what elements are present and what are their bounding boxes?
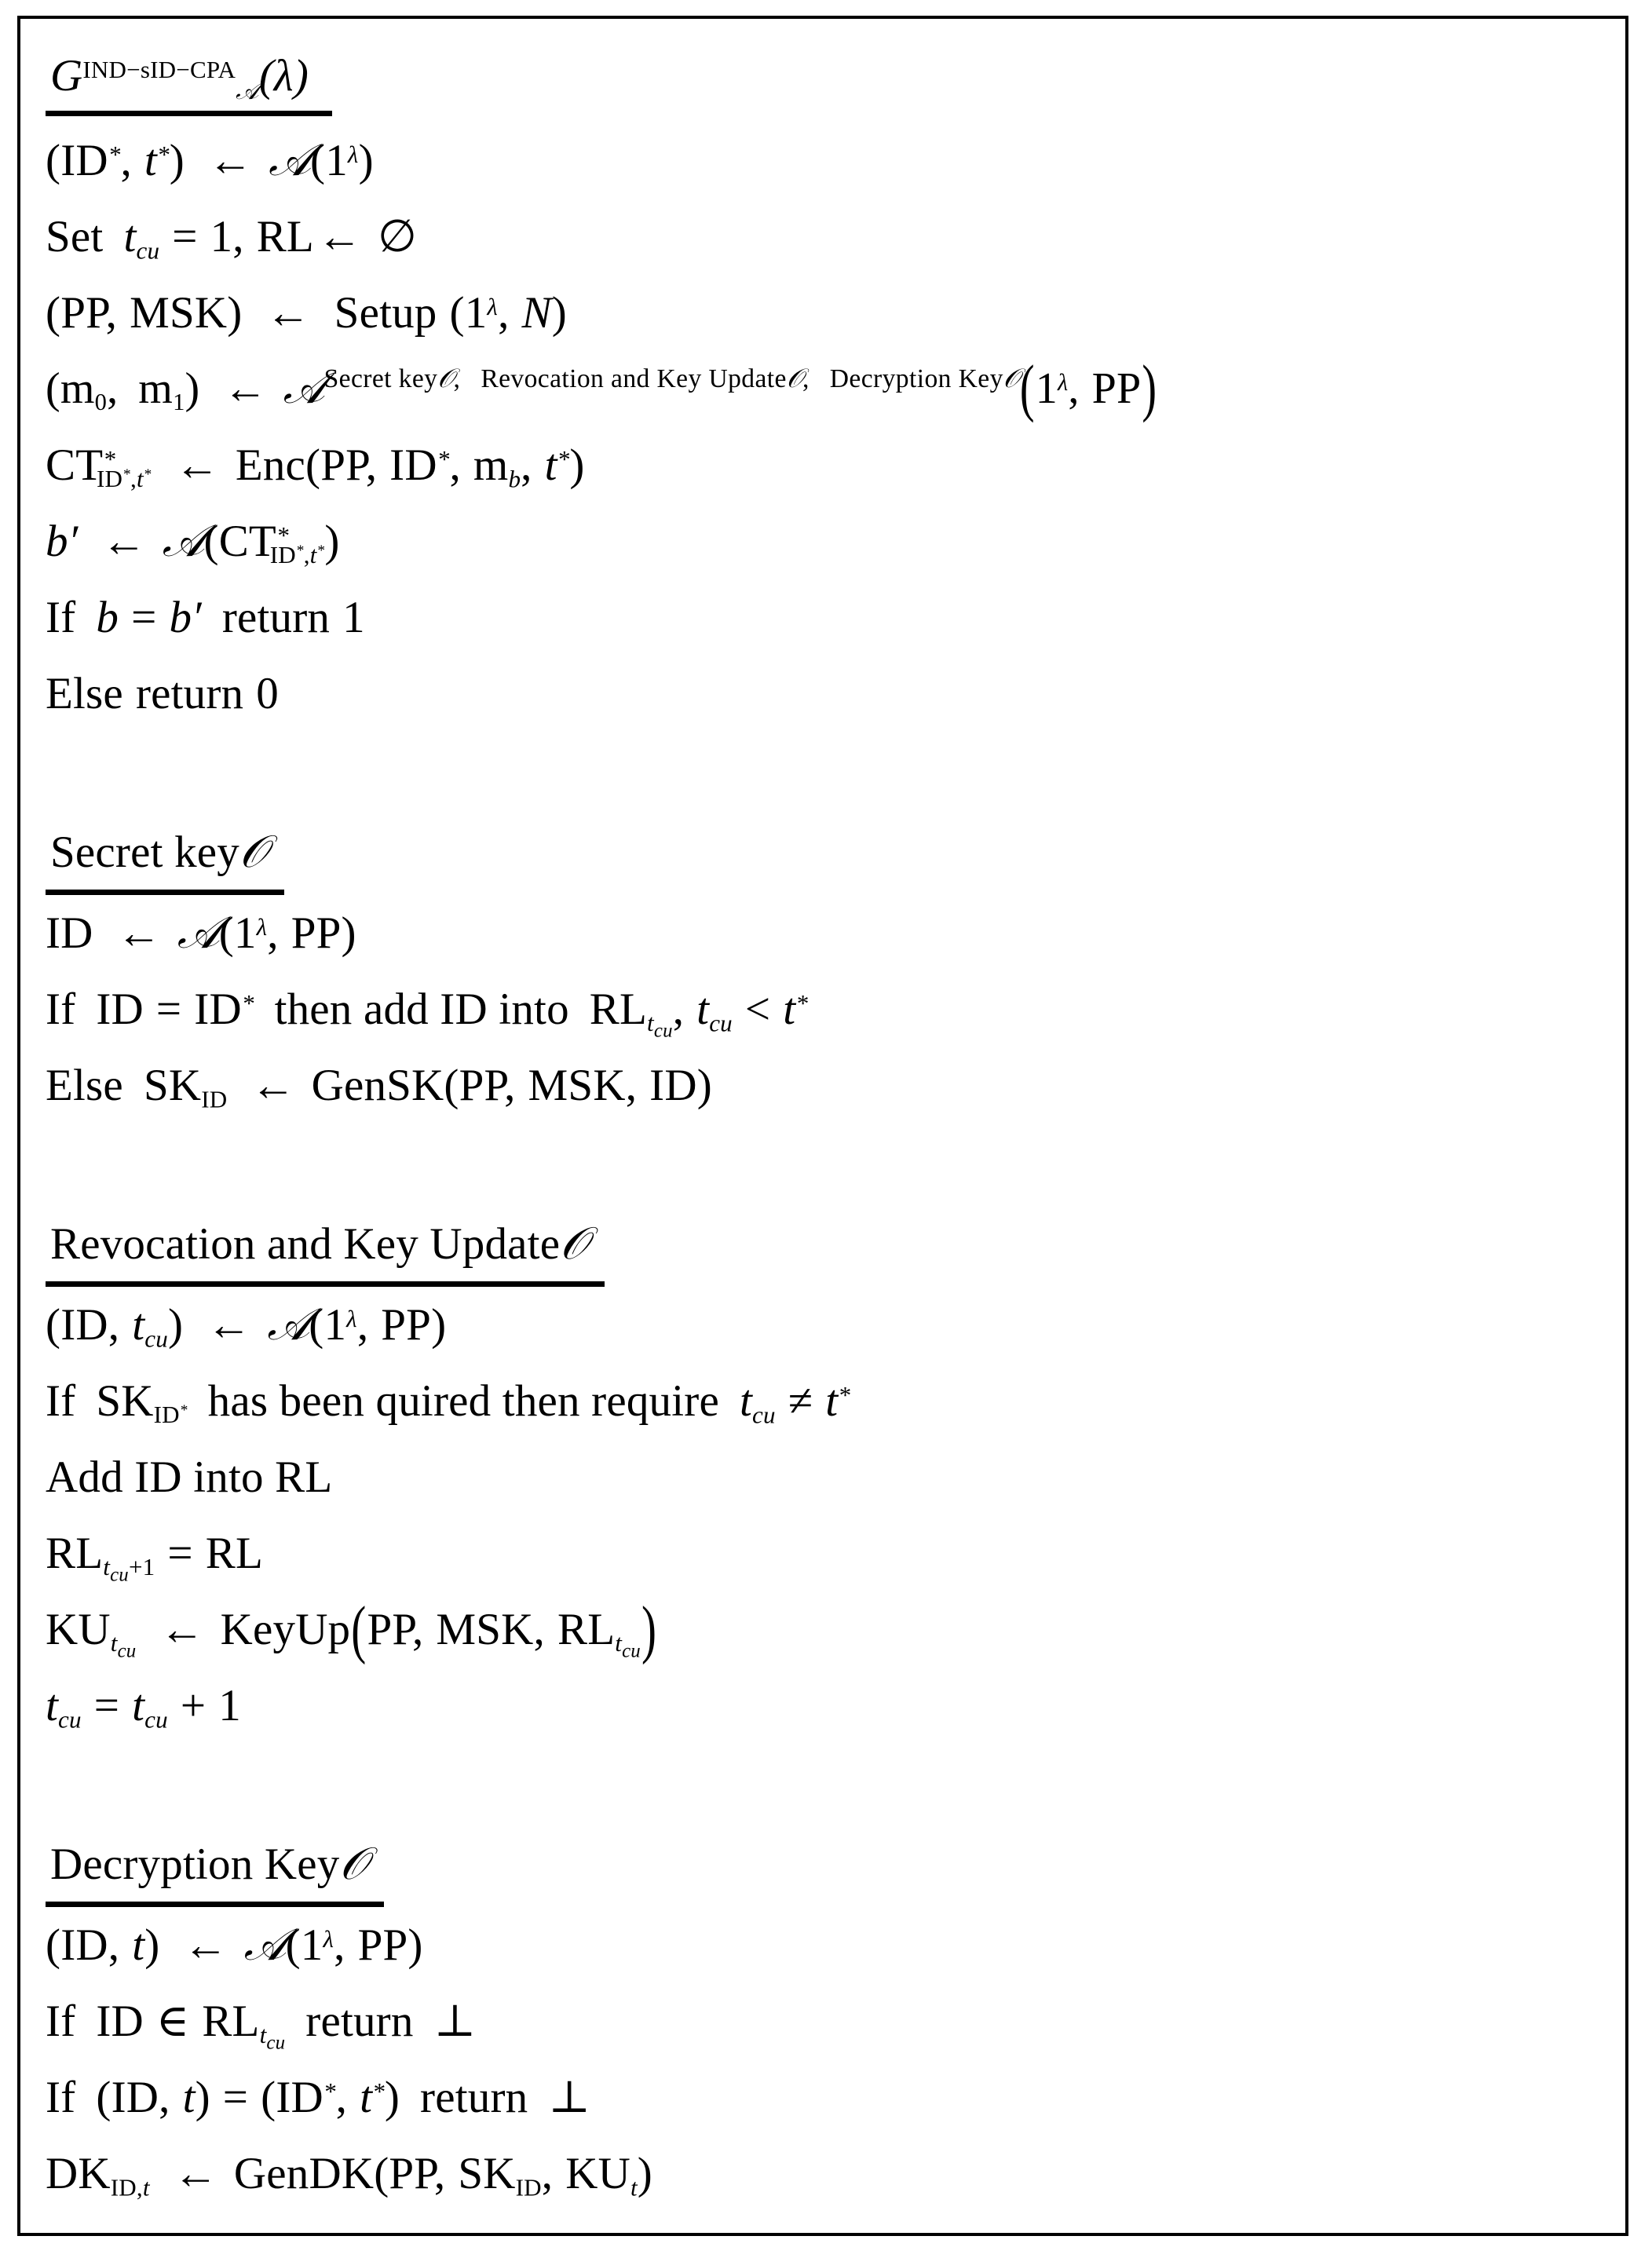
revocation-line-query — [46, 1287, 1617, 1363]
star-superscript: * — [437, 444, 450, 473]
RL-literal: RL — [205, 1529, 263, 1578]
PP-literal: PP — [320, 440, 366, 490]
PP-literal: PP — [1091, 364, 1142, 413]
PP-literal: PP — [291, 908, 342, 958]
tcu-subscript — [615, 1629, 641, 1662]
then-add-clause: then add ID into — [274, 985, 569, 1034]
lambda-superscript: λ — [346, 1304, 357, 1332]
cu-subscript: cu — [709, 1009, 733, 1037]
rparen: ) — [227, 288, 243, 338]
revocation-line-rl-next — [46, 1515, 1617, 1591]
revocation-line-add-id — [46, 1439, 1617, 1515]
rparen: ) — [431, 1300, 447, 1350]
ID-literal: ID — [649, 1061, 697, 1110]
m-literal: m — [473, 440, 509, 490]
revocation-oracle-heading — [46, 1210, 605, 1287]
RL-literal: RL — [46, 1529, 104, 1578]
id-t-subscript — [111, 2173, 150, 2201]
comma: , — [334, 1920, 345, 1970]
t-literal: t — [825, 1376, 839, 1426]
comma: , — [672, 985, 685, 1034]
lparen: ( — [46, 288, 61, 338]
less-than-sign: < — [744, 985, 771, 1034]
rparen: ) — [384, 2073, 400, 2122]
star-superscript: * — [143, 466, 152, 484]
cu-subscript: cu — [117, 1640, 137, 1662]
ID-subscript: ID — [515, 2173, 542, 2201]
ID-star-subscript — [154, 1401, 188, 1428]
CT-literal: CT — [46, 440, 104, 490]
rparen: ) — [185, 364, 200, 413]
t-literal: t — [132, 1300, 145, 1350]
PP-literal: PP — [459, 1061, 505, 1110]
comma: , — [267, 908, 279, 958]
enc-algorithm: Enc — [235, 440, 306, 490]
if-keyword: If — [46, 985, 76, 1034]
star-superscript: * — [276, 521, 289, 549]
RL-literal: RL — [589, 985, 648, 1034]
game-symbol-G: G — [50, 51, 83, 100]
t-literal: t — [182, 2073, 196, 2122]
t-literal: t — [132, 1681, 145, 1730]
ID-literal: ID — [269, 541, 296, 569]
lparen: ( — [309, 1300, 324, 1350]
rparen: ) — [358, 136, 374, 185]
decryption-key-line-query — [46, 1907, 1617, 1983]
game-line-adversary-oracles — [46, 351, 1617, 427]
ID-literal: ID — [111, 2073, 159, 2122]
b-literal: b — [169, 593, 192, 642]
lambda-superscript: λ — [323, 1924, 334, 1953]
decryption-key-line-gendk — [46, 2136, 1617, 2212]
comma: , — [105, 288, 118, 338]
cu-subscript: cu — [266, 2032, 286, 2054]
assign-arrow-icon: ← — [207, 136, 254, 185]
rparen-big: ) — [641, 1593, 657, 1666]
star-superscript: * — [295, 543, 304, 560]
game-subscript-adversary: 𝒜 — [236, 77, 259, 105]
decryption-key-oracle-heading-line — [46, 1822, 1617, 1907]
one-subscript: 1 — [173, 389, 185, 416]
revocation-oracle-label: Revocation and Key Update — [50, 1219, 561, 1269]
rparen: ) — [169, 136, 185, 185]
script-O-icon: 𝒪 — [560, 1219, 588, 1269]
element-of-sign: ∈ — [155, 1997, 190, 2046]
decryption-key-oracle-heading — [46, 1830, 384, 1907]
secret-key-line-query-id — [46, 895, 1617, 971]
rparen: ) — [637, 2149, 652, 2198]
rparen: ) — [324, 517, 340, 566]
secret-key-oracle-heading-line — [46, 810, 1617, 895]
script-A: 𝒜 — [177, 908, 219, 958]
comma: , — [1068, 364, 1080, 413]
comma: , — [120, 136, 132, 185]
game-line-set-tcu — [46, 199, 1617, 275]
decryption-key-line-if-challenge-pair — [46, 2059, 1617, 2136]
quired-clause: has been quired then require — [207, 1376, 719, 1426]
comma: , — [411, 1605, 424, 1654]
one-literal: 1 — [342, 593, 365, 642]
ID-literal: ID — [153, 1401, 180, 1429]
script-A: 𝒜 — [269, 136, 311, 185]
game-line-challenge-ciphertext — [46, 427, 1617, 503]
oracle-name-secret-key: Secret key — [323, 364, 438, 393]
m-literal: m — [60, 364, 95, 413]
cu-subscript: cu — [58, 1705, 82, 1734]
game-superscript: IND−sID−CPA — [82, 55, 236, 83]
comma: , — [625, 1061, 638, 1110]
RL-literal: RL — [557, 1605, 616, 1654]
comma: , — [504, 1061, 516, 1110]
equals-sign: = — [131, 593, 157, 642]
section-gap — [46, 1124, 1617, 1202]
rparen: ) — [551, 288, 567, 338]
assign-arrow-icon: ← — [116, 908, 162, 958]
ct-subscript-id-t — [97, 465, 152, 492]
comma: , — [303, 541, 310, 569]
lparen: ( — [449, 288, 465, 338]
ID-literal: ID — [60, 136, 108, 185]
equals-sign: = — [172, 212, 198, 261]
oracle-superscript-list — [324, 364, 1019, 393]
one-literal: 1 — [325, 136, 348, 185]
equals-sign: = — [93, 1681, 120, 1730]
comma: , — [453, 364, 461, 393]
star-superscript: * — [241, 988, 254, 1017]
PP-literal: PP — [389, 2149, 434, 2198]
cu-subscript: cu — [144, 1324, 168, 1353]
star-superscript: * — [557, 444, 570, 473]
plus-sign: + — [128, 1553, 143, 1581]
if-keyword: If — [46, 1997, 76, 2046]
return-keyword: return — [221, 593, 331, 642]
lambda-superscript: λ — [347, 140, 359, 168]
rparen: ) — [408, 1920, 423, 1970]
comma: , — [498, 288, 510, 338]
tcu-subscript — [259, 2021, 286, 2054]
revocation-oracle-heading-line — [46, 1202, 1617, 1287]
comma: , — [356, 1300, 369, 1350]
PP-literal: PP — [381, 1300, 432, 1350]
MSK-literal: MSK — [528, 1061, 626, 1110]
lparen-big: ( — [351, 1593, 367, 1666]
assign-arrow-icon: ← — [159, 1605, 205, 1654]
decryption-key-line-if-revoked — [46, 1983, 1617, 2059]
revocation-line-if-sk-quired — [46, 1363, 1617, 1439]
equals-sign: = — [222, 2073, 249, 2122]
N-literal: N — [521, 288, 552, 338]
revocation-line-increment-tcu — [46, 1668, 1617, 1744]
secret-key-line-else-gensk — [46, 1047, 1617, 1124]
ID-literal: ID — [389, 440, 437, 490]
figure-border-box — [17, 16, 1628, 2236]
lparen: ( — [46, 364, 60, 413]
t-literal: t — [46, 1681, 59, 1730]
assign-arrow-icon: ← — [265, 288, 311, 338]
t-literal: t — [615, 1629, 623, 1657]
if-keyword: If — [46, 593, 76, 642]
comma: , — [449, 440, 461, 490]
cu-subscript: cu — [144, 1705, 168, 1734]
t-literal: t — [142, 2173, 150, 2201]
oracle-name-decryption-key: Decryption Key — [829, 364, 1003, 393]
rparen: ) — [195, 2073, 210, 2122]
SK-literal: SK — [143, 1061, 202, 1110]
t-literal: t — [103, 1553, 111, 1581]
lparen: ( — [310, 136, 326, 185]
RL-literal: RL — [202, 1997, 260, 2046]
setup-algorithm: Setup — [334, 288, 437, 338]
comma: , — [802, 364, 810, 393]
t-literal: t — [110, 1629, 118, 1657]
comma: , — [130, 465, 137, 493]
return-keyword: return — [305, 1997, 414, 2046]
assign-arrow-icon: ← — [223, 364, 268, 413]
equals-sign: = — [167, 1529, 193, 1578]
SK-literal: SK — [96, 1376, 154, 1426]
lparen: ( — [285, 1920, 301, 1970]
ID-literal: ID — [96, 985, 144, 1034]
rparen: ) — [569, 440, 585, 490]
zero-subscript: 0 — [94, 389, 108, 416]
ID-literal: ID — [46, 908, 93, 958]
ID-literal: ID — [96, 1997, 144, 2046]
script-O-icon: 𝒪 — [1003, 364, 1019, 393]
prime-symbol: ′ — [192, 593, 202, 642]
rparen: ) — [144, 1920, 160, 1970]
secret-key-line-if-id-equals-target — [46, 971, 1617, 1047]
one-literal: 1 — [464, 288, 488, 338]
else-keyword: Else — [46, 1061, 123, 1110]
lambda-superscript: λ — [487, 292, 499, 320]
ID-literal: ID — [276, 2073, 323, 2122]
oracle-name-revocation-key-update: Revocation and Key Update — [481, 364, 787, 393]
prime-symbol: ′ — [68, 517, 79, 566]
t-literal: t — [123, 212, 137, 261]
script-O-icon: 𝒪 — [437, 364, 454, 393]
game-line-else-return-zero — [46, 656, 1617, 732]
KU-literal: KU — [565, 2149, 630, 2198]
game-title-line — [46, 30, 1617, 122]
zero-literal: 0 — [256, 669, 279, 718]
comma: , — [521, 440, 532, 490]
game-argument: (λ) — [258, 51, 309, 100]
comma: , — [159, 2073, 170, 2122]
secret-key-oracle-heading — [46, 818, 284, 895]
tcu-plus-one-subscript — [103, 1553, 155, 1586]
return-keyword: return — [135, 669, 244, 718]
t-subscript: t — [630, 2173, 638, 2201]
if-keyword: If — [46, 1376, 76, 1426]
lambda-superscript: λ — [1057, 369, 1069, 396]
ID-literal: ID — [60, 1300, 108, 1350]
ID-literal: ID — [96, 465, 123, 493]
star-superscript: * — [156, 140, 170, 168]
tcu-subscript — [647, 1009, 673, 1042]
script-O-icon: 𝒪 — [339, 1840, 367, 1889]
bottom-symbol: ⊥ — [548, 2073, 591, 2122]
PP-literal: PP — [357, 1920, 408, 1970]
comma: , — [107, 364, 119, 413]
star-superscript: * — [316, 543, 325, 560]
revocation-line-keyup — [46, 1591, 1617, 1668]
plus-sign: + — [180, 1681, 206, 1730]
star-superscript: * — [122, 466, 130, 484]
game-line-if-b-equals-bprime — [46, 579, 1617, 656]
assign-arrow-icon: ← — [101, 517, 147, 566]
equals-sign: = — [155, 985, 182, 1034]
rparen: ) — [341, 908, 356, 958]
assign-arrow-icon: ← — [174, 440, 220, 490]
ID-literal: ID — [60, 1920, 108, 1970]
section-gap — [46, 1744, 1617, 1822]
lparen: ( — [96, 2073, 111, 2122]
star-superscript: * — [838, 1380, 851, 1409]
t-literal: t — [360, 2073, 373, 2122]
b-subscript: b — [508, 465, 521, 493]
assign-arrow-icon: ← — [206, 1300, 252, 1350]
game-title-heading — [46, 42, 332, 116]
secret-key-oracle-label: Secret key — [50, 828, 239, 877]
tcu-subscript — [110, 1629, 137, 1662]
DK-literal: DK — [46, 2149, 111, 2198]
add-id-into-rl-text: Add ID into RL — [46, 1452, 333, 1502]
script-A: 𝒜 — [283, 364, 324, 413]
one-literal: 1 — [1035, 364, 1058, 413]
game-line-setup — [46, 275, 1617, 351]
lparen: ( — [374, 2149, 389, 2198]
star-superscript: * — [103, 444, 115, 473]
ID-subscript: ID — [201, 1085, 228, 1113]
else-keyword: Else — [46, 669, 123, 718]
star-superscript: * — [108, 140, 121, 168]
one-literal: 1 — [323, 1300, 347, 1350]
gensk-algorithm: GenSK — [311, 1061, 444, 1110]
t-literal: t — [739, 1376, 753, 1426]
m-literal: m — [138, 364, 174, 413]
script-A: 𝒜 — [243, 1920, 286, 1970]
gendk-algorithm: GenDK — [233, 2149, 375, 2198]
if-keyword: If — [46, 2073, 76, 2122]
assign-arrow-icon: ← — [183, 1920, 228, 1970]
t-literal: t — [696, 985, 710, 1034]
assign-arrow-icon: ← — [316, 212, 363, 261]
comma: , — [108, 1920, 120, 1970]
not-equal-sign: ≠ — [788, 1376, 813, 1426]
cu-subscript: cu — [752, 1401, 776, 1429]
t-literal: t — [783, 985, 796, 1034]
return-keyword: return — [420, 2073, 528, 2122]
script-O-icon: 𝒪 — [239, 828, 267, 877]
star-superscript: * — [179, 1402, 188, 1419]
t-literal: t — [309, 541, 317, 569]
lparen: ( — [46, 1920, 61, 1970]
ID-literal: ID — [194, 985, 242, 1034]
KU-literal: KU — [46, 1605, 111, 1654]
ct-subscript-id-t — [270, 541, 325, 568]
comma: , — [541, 2149, 554, 2198]
comma: , — [136, 2173, 143, 2201]
comma: , — [365, 440, 378, 490]
rparen-big: ) — [1142, 353, 1157, 424]
assign-arrow-icon: ← — [250, 1061, 296, 1110]
RL-literal: RL — [256, 212, 314, 261]
t-literal: t — [132, 1920, 145, 1970]
assign-arrow-icon: ← — [173, 2149, 218, 2198]
MSK-literal: MSK — [130, 288, 228, 338]
lparen: ( — [218, 908, 234, 958]
script-O-icon: 𝒪 — [786, 364, 802, 393]
lparen: ( — [46, 1300, 61, 1350]
t-literal: t — [544, 440, 557, 490]
one-literal: 1 — [210, 212, 233, 261]
game-line-guess — [46, 503, 1617, 579]
decryption-key-oracle-label: Decryption Key — [50, 1840, 340, 1889]
comma: , — [433, 2149, 446, 2198]
script-A: 𝒜 — [267, 1300, 309, 1350]
lparen-big: ( — [1019, 353, 1035, 424]
cu-subscript: cu — [653, 1020, 673, 1042]
t-literal: t — [136, 465, 144, 493]
cu-subscript: cu — [622, 1640, 641, 1662]
game-pseudocode-body — [46, 30, 1617, 2230]
lambda-superscript: λ — [256, 912, 268, 941]
bottom-symbol: ⊥ — [433, 1997, 477, 2046]
lparen: ( — [46, 136, 61, 185]
MSK-literal: MSK — [436, 1605, 534, 1654]
star-superscript: * — [795, 988, 809, 1017]
comma: , — [108, 1300, 120, 1350]
star-superscript: * — [372, 2077, 385, 2105]
comma: , — [533, 1605, 545, 1654]
PP-literal: PP — [60, 288, 106, 338]
cu-subscript: cu — [110, 1564, 129, 1586]
one-literal: 1 — [233, 908, 257, 958]
cu-subscript: cu — [136, 236, 160, 265]
lparen: ( — [261, 2073, 276, 2122]
comma: , — [335, 2073, 348, 2122]
game-line-challenge-id — [46, 122, 1617, 199]
rparen: ) — [696, 1061, 712, 1110]
one-literal: 1 — [142, 1553, 155, 1581]
one-literal: 1 — [300, 1920, 323, 1970]
comma: , — [232, 212, 244, 261]
t-literal: t — [259, 2021, 267, 2049]
rparen: ) — [167, 1300, 184, 1350]
one-literal: 1 — [218, 1681, 241, 1730]
b-literal: b — [46, 517, 68, 566]
ID-literal: ID — [110, 2173, 137, 2201]
PP-literal: PP — [367, 1605, 412, 1654]
star-superscript: * — [323, 2077, 336, 2105]
keyup-algorithm: KeyUp — [220, 1605, 351, 1654]
script-A: 𝒜 — [162, 517, 204, 566]
lparen: ( — [305, 440, 321, 490]
t-literal: t — [647, 1009, 654, 1037]
empty-set-symbol: ∅ — [378, 212, 418, 261]
t-literal: t — [144, 136, 157, 185]
lparen: ( — [203, 517, 219, 566]
set-keyword: Set — [46, 212, 104, 261]
CT-literal: CT — [218, 517, 276, 566]
lparen: ( — [444, 1061, 459, 1110]
b-literal: b — [96, 593, 119, 642]
section-gap — [46, 732, 1617, 810]
SK-literal: SK — [458, 2149, 516, 2198]
